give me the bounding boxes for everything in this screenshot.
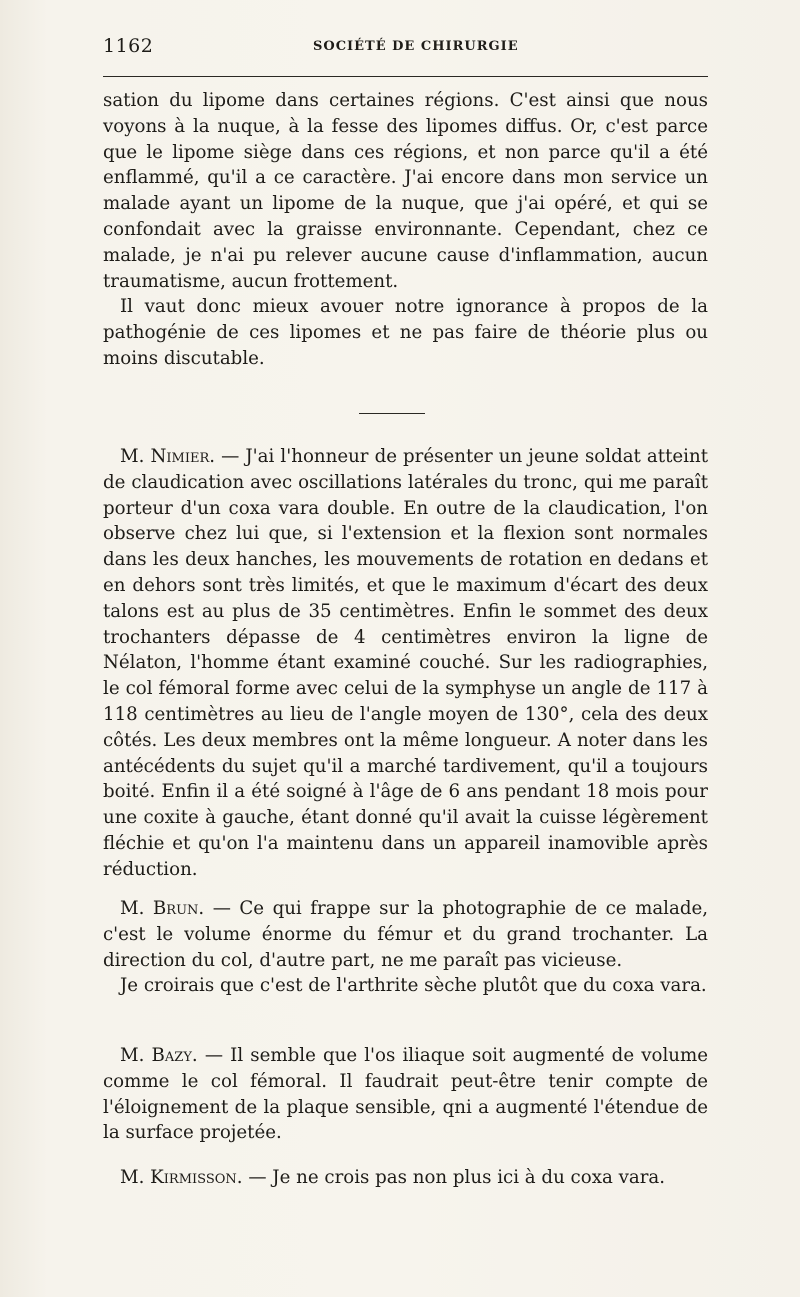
speech-nimier <box>103 444 708 883</box>
speaker-name: M. Kirmisson. <box>120 1167 243 1188</box>
speech-text: — J'ai l'honneur de présenter un jeune soldat atteint de claudication avec oscillations latérales du tronc, qui me paraît porteur d'un coxa vara double. En outre de la claudication, l'on observe chez lui que, si l'extension et la flexion sont normales dans les deux hanches, les mouvements de rotation en dedans et en dehors sont très limités, et que le maximum d'écart des deux talons est au plus de 35 centimètres. Enfin le sommet des deux trochanters dépasse de 4 centimètres environ la ligne de Nélaton, l'homme étant examiné couché. Sur les radiographies, le col fémoral forme avec celui de la symphyse un angle de 117 à 118 centimètres au lieu de l'angle moyen de 130°, cela des deux côtés. Les deux membres ont la même longueur. A noter dans les antécédents du sujet qu'il a marché tardivement, qu'il a toujours boité. Enfin il a été soigné à l'âge de 6 ans pendant 18 mois pour une coxite à gauche, étant donné qu'il avait la cuisse légèrement fléchie et qu'on l'a maintenu dans un appareil inamovible après réduction. <box>103 446 708 880</box>
section-separator <box>359 413 425 414</box>
speaker-name: M. Brun. <box>120 898 205 919</box>
header-rule <box>103 76 708 77</box>
speech-text: — Je ne crois pas non plus ici à du coxa vara. <box>242 1167 666 1188</box>
speaker-name: M. Bazy. <box>120 1045 198 1066</box>
opening-paragraph-1: sation du lipome dans certaines régions. C'est ainsi que nous voyons à la nuque, à la fesse des lipomes diffus. Or, c'est parce que le lipome siège dans ces régions, et non parce qu'il a été enflammé, qu'il a ce caractère. J'ai encore dans mon service un malade ayant un lipome de la nuque, que j'ai opéré, et qui se confondait avec la graisse environnante. Cependant, chez ce malade, je n'ai pu relever aucune cause d'inflammation, aucun traumatisme, aucun frottement. <box>103 90 708 292</box>
speaker-name: M. Nimier. <box>120 446 216 467</box>
opening-section <box>103 88 708 372</box>
running-head: SOCIÉTÉ DE CHIRURGIE <box>313 39 519 54</box>
section-separator-wrap <box>103 378 708 414</box>
speech-bazy <box>103 1043 708 1146</box>
speech-kirmisson <box>103 1165 708 1191</box>
speech-text: — Il semble que l'os iliaque soit augmenté de volume comme le col fémoral. Il faudrait peut-être tenir compte de l'éloignement de la plaque sensible, qni a augmenté l'étendue de la surface projetée. <box>103 1045 708 1144</box>
page-header <box>103 35 708 65</box>
opening-paragraph-2: Il vaut donc mieux avouer notre ignorance à propos de la pathogénie de ces lipomes et ne pas faire de théorie plus ou moins discutable. <box>103 296 708 369</box>
speech-text: — Ce qui frappe sur la photographie de ce malade, c'est le volume énorme du fémur et du grand trochanter. La direction du col, d'autre part, ne me paraît pas vicieuse. <box>103 898 709 971</box>
speech-followup: Je croirais que c'est de l'arthrite sèche plutôt que du coxa vara. <box>120 975 707 997</box>
page-number: 1162 <box>103 35 154 57</box>
speech-paragraph <box>103 896 708 973</box>
speech-paragraph <box>103 1043 708 1146</box>
speech-paragraph <box>103 444 708 883</box>
speech-brun <box>103 896 708 999</box>
speech-paragraph <box>103 1165 708 1191</box>
